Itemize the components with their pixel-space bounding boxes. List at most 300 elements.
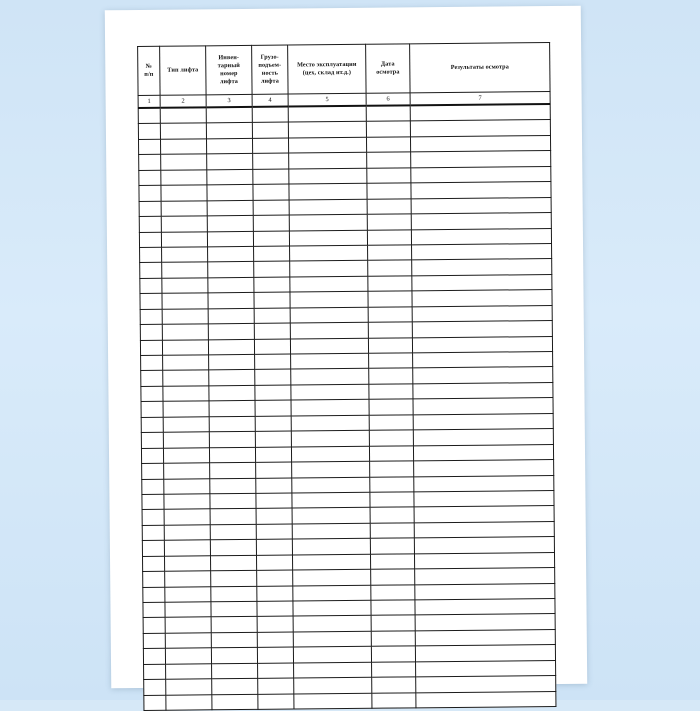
table-cell[interactable] — [140, 309, 162, 325]
table-cell[interactable] — [293, 647, 371, 663]
table-cell[interactable] — [257, 601, 293, 617]
table-cell[interactable] — [163, 355, 209, 371]
table-cell[interactable] — [163, 432, 209, 448]
table-cell[interactable] — [138, 108, 160, 124]
table-cell[interactable] — [142, 494, 164, 510]
table-cell[interactable] — [254, 323, 290, 339]
table-cell[interactable] — [209, 385, 255, 401]
table-cell[interactable] — [288, 122, 366, 138]
table-cell[interactable] — [367, 229, 411, 245]
table-cell[interactable] — [144, 664, 166, 680]
table-cell[interactable] — [413, 367, 553, 384]
table-cell[interactable] — [211, 632, 257, 648]
header-line: лифта — [219, 77, 238, 86]
table-cell[interactable] — [415, 568, 555, 585]
table-cell[interactable] — [255, 369, 291, 385]
table-cell[interactable] — [371, 631, 415, 647]
table-cell[interactable] — [166, 664, 212, 680]
table-cell[interactable] — [139, 232, 161, 248]
table-cell[interactable] — [292, 554, 370, 570]
table-cell[interactable] — [141, 417, 163, 433]
table-cell[interactable] — [163, 417, 209, 433]
table-cell[interactable] — [369, 368, 413, 384]
table-cell[interactable] — [143, 571, 165, 587]
table-cell[interactable] — [368, 307, 412, 323]
table-cell[interactable] — [162, 324, 208, 340]
table-cell[interactable] — [413, 382, 553, 399]
table-cell[interactable] — [253, 169, 289, 185]
table-cell[interactable] — [207, 215, 253, 231]
table-body — [138, 104, 556, 710]
table-cell[interactable] — [143, 587, 165, 603]
table-cell[interactable] — [206, 123, 252, 139]
table-cell[interactable] — [369, 399, 413, 415]
header-line: ность — [261, 69, 279, 77]
table-cell[interactable] — [166, 694, 212, 710]
table-cell[interactable] — [207, 200, 253, 216]
table-cell[interactable] — [290, 307, 368, 323]
table-cell[interactable] — [256, 508, 292, 524]
table-cell[interactable] — [210, 478, 256, 494]
table-cell[interactable] — [164, 478, 210, 494]
table-cell[interactable] — [411, 228, 551, 245]
table-cell[interactable] — [416, 676, 556, 693]
header-cell-number — [138, 46, 160, 95]
table-cell[interactable] — [141, 402, 163, 418]
table-cell[interactable] — [211, 601, 257, 617]
table-cell[interactable] — [253, 184, 289, 200]
table-cell[interactable] — [165, 571, 211, 587]
table-header — [138, 43, 551, 108]
table-cell[interactable] — [366, 121, 410, 137]
table-cell[interactable] — [368, 260, 412, 276]
table-cell[interactable] — [144, 679, 166, 695]
table-cell[interactable] — [207, 231, 253, 247]
table-cell[interactable] — [368, 322, 412, 338]
table-cell[interactable] — [256, 539, 292, 555]
table-cell[interactable] — [253, 153, 289, 169]
table-cell[interactable] — [291, 430, 369, 446]
table-cell[interactable] — [410, 135, 550, 152]
table-header-row — [138, 43, 550, 96]
table-cell[interactable] — [292, 477, 370, 493]
table-cell[interactable] — [141, 386, 163, 402]
table-cell[interactable] — [372, 692, 416, 708]
table-cell[interactable] — [372, 677, 416, 693]
table-cell[interactable] — [258, 678, 294, 694]
table-cell[interactable] — [290, 276, 368, 292]
table-cell[interactable] — [211, 648, 257, 664]
header-cell-capacity — [252, 45, 288, 94]
table-cell[interactable] — [209, 370, 255, 386]
table-cell[interactable] — [368, 276, 412, 292]
table-cell[interactable] — [163, 447, 209, 463]
table-cell[interactable] — [212, 679, 258, 695]
table-cell[interactable] — [210, 540, 256, 556]
table-cell[interactable] — [293, 616, 371, 632]
table-cell[interactable] — [143, 649, 165, 665]
table-cell[interactable] — [254, 246, 290, 262]
table-cell[interactable] — [162, 339, 208, 355]
table-cell[interactable] — [411, 166, 551, 183]
table-cell[interactable] — [412, 259, 552, 276]
table-container — [137, 42, 555, 711]
table-cell[interactable] — [139, 201, 161, 217]
table-cell[interactable] — [367, 198, 411, 214]
table-cell[interactable] — [143, 618, 165, 634]
table-cell[interactable] — [161, 200, 207, 216]
table-cell[interactable] — [164, 555, 210, 571]
table-cell[interactable] — [256, 493, 292, 509]
table-cell[interactable] — [165, 617, 211, 633]
table-cell[interactable] — [293, 600, 371, 616]
table-cell[interactable] — [293, 585, 371, 601]
table-cell[interactable] — [371, 569, 415, 585]
table-cell[interactable] — [371, 646, 415, 662]
table-cell[interactable] — [252, 107, 288, 123]
table-cell[interactable] — [142, 510, 164, 526]
paper-sheet — [105, 6, 587, 689]
table-cell[interactable] — [139, 216, 161, 232]
table-cell[interactable] — [367, 214, 411, 230]
table-cell[interactable] — [411, 197, 551, 214]
table-cell[interactable] — [256, 555, 292, 571]
table-cell[interactable] — [144, 695, 166, 711]
table-cell[interactable] — [142, 556, 164, 572]
table-cell[interactable] — [412, 274, 552, 291]
table-cell[interactable] — [143, 633, 165, 649]
table-cell[interactable] — [292, 492, 370, 508]
table-cell[interactable] — [207, 185, 253, 201]
table-cell[interactable] — [252, 122, 288, 138]
table-cell[interactable] — [293, 569, 371, 585]
table-cell[interactable] — [368, 291, 412, 307]
table-cell[interactable] — [164, 463, 210, 479]
table-cell[interactable] — [371, 600, 415, 616]
table-cell[interactable] — [288, 137, 366, 153]
table-cell[interactable] — [414, 552, 554, 569]
table-cell[interactable] — [208, 293, 254, 309]
table-cell[interactable] — [209, 432, 255, 448]
table-cell[interactable] — [366, 137, 410, 153]
table-cell[interactable] — [256, 462, 292, 478]
table-cell[interactable] — [210, 555, 256, 571]
table-cell[interactable] — [163, 401, 209, 417]
table-cell[interactable] — [210, 509, 256, 525]
table-cell[interactable] — [165, 648, 211, 664]
table-cell[interactable] — [413, 413, 553, 430]
table-cell[interactable] — [292, 461, 370, 477]
table-cell[interactable] — [414, 521, 554, 538]
table-cell[interactable] — [257, 570, 293, 586]
table-cell[interactable] — [367, 168, 411, 184]
table-cell[interactable] — [142, 525, 164, 541]
table-cell[interactable] — [254, 339, 290, 355]
table-cell[interactable] — [370, 461, 414, 477]
table-cell[interactable] — [415, 629, 555, 646]
table-cell[interactable] — [209, 416, 255, 432]
table-cell[interactable] — [257, 647, 293, 663]
table-cell[interactable] — [368, 337, 412, 353]
table-cell[interactable] — [141, 371, 163, 387]
table-cell[interactable] — [141, 448, 163, 464]
table-cell[interactable] — [415, 599, 555, 616]
table-cell[interactable] — [412, 305, 552, 322]
table-cell[interactable] — [411, 213, 551, 230]
table-cell[interactable] — [209, 401, 255, 417]
table-cell[interactable] — [291, 400, 369, 416]
table-cell[interactable] — [294, 662, 372, 678]
table-cell[interactable] — [140, 294, 162, 310]
table-cell[interactable] — [139, 185, 161, 201]
table-cell[interactable] — [290, 338, 368, 354]
table-cell[interactable] — [369, 353, 413, 369]
table-cell[interactable] — [165, 602, 211, 618]
table-cell[interactable] — [160, 123, 206, 139]
table-cell[interactable] — [291, 415, 369, 431]
table-cell[interactable] — [208, 262, 254, 278]
column-number-cell: 5 — [288, 93, 366, 106]
table-cell[interactable] — [208, 277, 254, 293]
table-cell[interactable] — [161, 170, 207, 186]
table-cell[interactable] — [211, 570, 257, 586]
header-line: (цех, склад ит.д.) — [302, 68, 352, 77]
table-cell[interactable] — [412, 290, 552, 307]
table-cell[interactable] — [208, 324, 254, 340]
table-cell[interactable] — [410, 120, 550, 137]
table-cell[interactable] — [370, 507, 414, 523]
table-cell[interactable] — [289, 183, 367, 199]
table-cell[interactable] — [254, 308, 290, 324]
table-cell[interactable] — [294, 677, 372, 693]
table-cell[interactable] — [162, 293, 208, 309]
table-cell[interactable] — [291, 384, 369, 400]
table-cell[interactable] — [207, 169, 253, 185]
table-cell[interactable] — [413, 352, 553, 369]
table-cell[interactable] — [140, 340, 162, 356]
table-cell[interactable] — [142, 541, 164, 557]
table-cell[interactable] — [141, 432, 163, 448]
table-cell[interactable] — [257, 586, 293, 602]
table-cell[interactable] — [163, 370, 209, 386]
column-number-cell: 2 — [160, 95, 206, 108]
table-cell[interactable] — [292, 508, 370, 524]
table-cell[interactable] — [139, 155, 161, 171]
table-cell[interactable] — [141, 355, 163, 371]
table-cell[interactable] — [372, 662, 416, 678]
table-cell[interactable] — [416, 660, 556, 677]
table-cell[interactable] — [415, 645, 555, 662]
table-cell[interactable] — [412, 243, 552, 260]
table-cell[interactable] — [139, 170, 161, 186]
table-cell[interactable] — [208, 246, 254, 262]
header-cell-inventory-number — [206, 45, 252, 94]
table-cell[interactable] — [142, 463, 164, 479]
table-cell[interactable] — [413, 444, 553, 461]
table-cell[interactable] — [367, 152, 411, 168]
table-cell[interactable] — [211, 586, 257, 602]
table-cell[interactable] — [370, 554, 414, 570]
table-cell[interactable] — [367, 183, 411, 199]
table-cell[interactable] — [162, 247, 208, 263]
table-cell[interactable] — [255, 447, 291, 463]
table-cell[interactable] — [256, 478, 292, 494]
table-cell[interactable] — [255, 354, 291, 370]
table-cell[interactable] — [370, 476, 414, 492]
table-cell[interactable] — [414, 506, 554, 523]
header-line: осмотра — [376, 68, 400, 76]
table-cell[interactable] — [369, 445, 413, 461]
table-cell[interactable] — [291, 369, 369, 385]
table-cell[interactable] — [162, 262, 208, 278]
table-cell[interactable] — [290, 245, 368, 261]
table-cell[interactable] — [289, 199, 367, 215]
table-cell[interactable] — [293, 631, 371, 647]
table-cell[interactable] — [164, 509, 210, 525]
table-cell[interactable] — [210, 493, 256, 509]
column-number-cell: 3 — [206, 94, 252, 107]
table-cell[interactable] — [254, 261, 290, 277]
table-cell[interactable] — [208, 308, 254, 324]
table-cell[interactable] — [413, 398, 553, 415]
table-cell[interactable] — [257, 632, 293, 648]
table-cell[interactable] — [254, 277, 290, 293]
table-cell[interactable] — [208, 339, 254, 355]
header-line: Инвен- — [218, 54, 240, 62]
table-cell[interactable] — [411, 182, 551, 199]
table-cell[interactable] — [160, 107, 206, 123]
table-cell[interactable] — [289, 214, 367, 230]
header-line: Место эксплуатации — [297, 60, 357, 69]
table-cell[interactable] — [410, 104, 550, 121]
table-cell[interactable] — [212, 663, 258, 679]
table-cell[interactable] — [140, 247, 162, 263]
table-cell[interactable] — [369, 430, 413, 446]
table-cell[interactable] — [206, 138, 252, 154]
table-cell[interactable] — [369, 415, 413, 431]
table-cell[interactable] — [292, 539, 370, 555]
header-line: Дата — [380, 60, 395, 68]
table-cell[interactable] — [415, 583, 555, 600]
table-cell[interactable] — [143, 602, 165, 618]
column-number-cell: 7 — [410, 92, 550, 106]
table-cell[interactable] — [413, 429, 553, 446]
table-cell[interactable] — [412, 336, 552, 353]
table-cell[interactable] — [212, 694, 258, 710]
table-cell[interactable] — [160, 139, 206, 155]
table-cell[interactable] — [253, 231, 289, 247]
table-cell[interactable] — [289, 230, 367, 246]
table-cell[interactable] — [289, 153, 367, 169]
header-cell-inspection-results — [410, 43, 550, 93]
table-cell[interactable] — [414, 460, 554, 477]
table-cell[interactable] — [291, 446, 369, 462]
table-cell[interactable] — [368, 245, 412, 261]
table-cell[interactable] — [166, 679, 212, 695]
table-cell[interactable] — [165, 633, 211, 649]
table-cell[interactable] — [138, 124, 160, 140]
table-cell[interactable] — [209, 354, 255, 370]
table-cell[interactable] — [164, 494, 210, 510]
header-line: номер — [220, 70, 238, 78]
table-cell[interactable] — [255, 431, 291, 447]
table-cell[interactable] — [210, 462, 256, 478]
inspection-register-table — [137, 42, 556, 711]
table-cell[interactable] — [370, 538, 414, 554]
header-cell-lift-type — [160, 46, 206, 95]
table-cell[interactable] — [207, 154, 253, 170]
table-cell[interactable] — [371, 615, 415, 631]
table-cell[interactable] — [206, 107, 252, 123]
table-cell[interactable] — [257, 616, 293, 632]
table-cell[interactable] — [140, 278, 162, 294]
header-line: тарный — [217, 62, 240, 70]
table-cell[interactable] — [415, 614, 555, 631]
table-cell[interactable] — [370, 492, 414, 508]
table-cell[interactable] — [162, 278, 208, 294]
table-cell[interactable] — [142, 479, 164, 495]
table-cell[interactable] — [140, 263, 162, 279]
table-cell[interactable] — [165, 586, 211, 602]
table-cell[interactable] — [369, 384, 413, 400]
header-line: лифта — [260, 77, 279, 85]
header-line: Результаты осмотра — [450, 63, 509, 72]
table-cell[interactable] — [414, 490, 554, 507]
table-cell[interactable] — [290, 261, 368, 277]
table-cell[interactable] — [161, 154, 207, 170]
header-line: Тип лифта — [167, 66, 199, 74]
table-cell[interactable] — [291, 353, 369, 369]
table-cell[interactable] — [164, 525, 210, 541]
table-cell[interactable] — [294, 693, 372, 709]
table-cell[interactable] — [209, 447, 255, 463]
table-cell[interactable] — [252, 138, 288, 154]
table-cell[interactable] — [290, 322, 368, 338]
table-cell[interactable] — [414, 475, 554, 492]
table-cell[interactable] — [255, 416, 291, 432]
table-cell[interactable] — [255, 385, 291, 401]
table-row[interactable] — [144, 691, 556, 710]
table-cell[interactable] — [164, 540, 210, 556]
table-cell[interactable] — [288, 106, 366, 123]
table-cell[interactable] — [138, 139, 160, 155]
table-cell[interactable] — [161, 216, 207, 232]
table-cell[interactable] — [253, 215, 289, 231]
table-cell[interactable] — [161, 185, 207, 201]
table-cell[interactable] — [256, 524, 292, 540]
table-cell[interactable] — [366, 105, 410, 121]
table-cell[interactable] — [290, 292, 368, 308]
table-cell[interactable] — [140, 324, 162, 340]
table-cell[interactable] — [292, 523, 370, 539]
table-cell[interactable] — [162, 309, 208, 325]
table-cell[interactable] — [370, 523, 414, 539]
table-cell[interactable] — [211, 617, 257, 633]
table-cell[interactable] — [253, 200, 289, 216]
table-cell[interactable] — [258, 694, 294, 710]
table-cell[interactable] — [254, 292, 290, 308]
table-cell[interactable] — [411, 151, 551, 168]
table-cell[interactable] — [210, 524, 256, 540]
table-cell[interactable] — [412, 321, 552, 338]
table-cell[interactable] — [163, 386, 209, 402]
table-cell[interactable] — [255, 400, 291, 416]
table-cell[interactable] — [258, 663, 294, 679]
table-cell[interactable] — [289, 168, 367, 184]
table-cell[interactable] — [371, 584, 415, 600]
table-cell[interactable] — [161, 231, 207, 247]
table-cell[interactable] — [414, 537, 554, 554]
